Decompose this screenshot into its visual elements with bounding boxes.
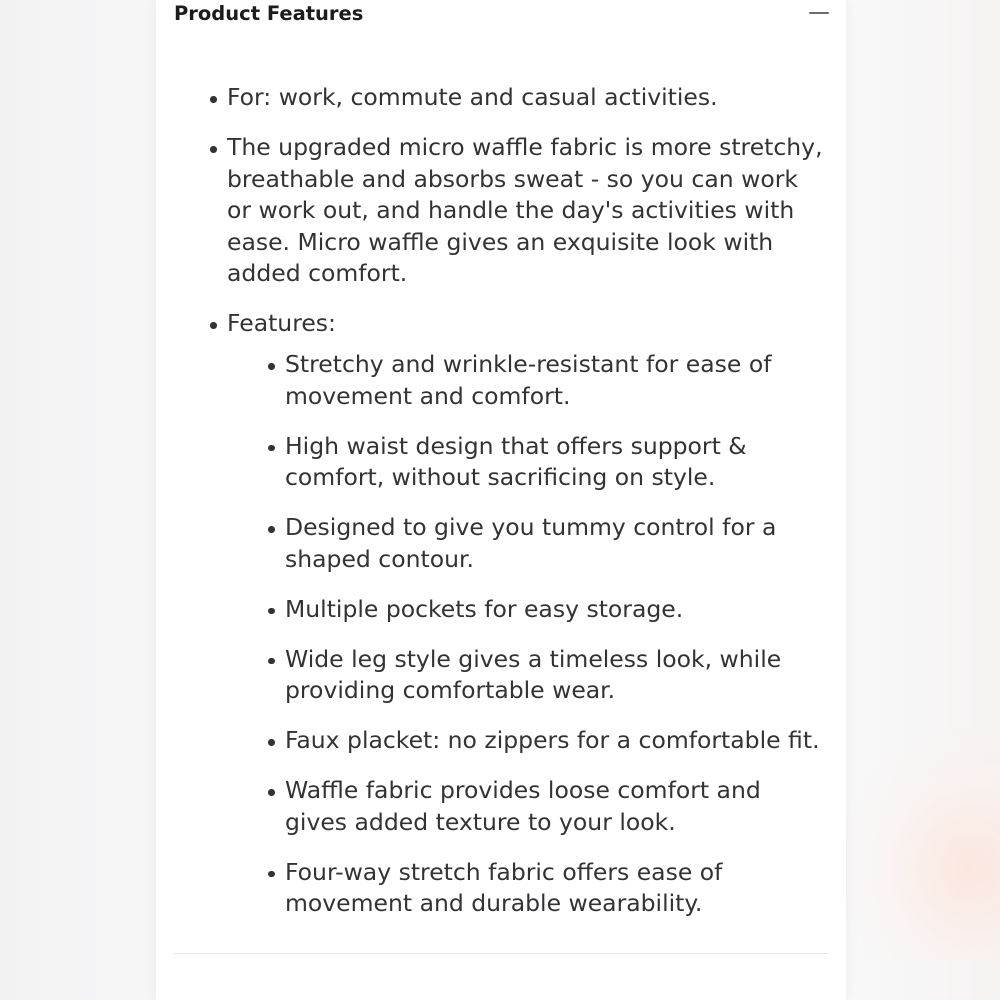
sub-feature-item: Wide leg style gives a timeless look, while providing comfortable wear.	[264, 644, 826, 707]
feature-item: For: work, commute and casual activities.	[206, 82, 826, 114]
sub-feature-item: Designed to give you tummy control for a shaped contour.	[264, 512, 826, 575]
minus-icon[interactable]	[808, 2, 830, 24]
product-details-panel	[156, 0, 846, 1000]
sub-feature-item: High waist design that offers support & comfort, without sacrificing on style.	[264, 431, 826, 494]
section-title: Product Features	[174, 1, 364, 25]
background-glow	[840, 730, 1000, 960]
sub-feature-list	[264, 349, 826, 920]
sub-feature-item: Stretchy and wrinkle-resistant for ease of movement and comfort.	[264, 349, 826, 412]
sub-feature-item: Four-way stretch fabric offers ease of movement and durable wearability.	[264, 857, 826, 920]
feature-item: Features: Stretchy and wrinkle-resistant for ease of movement and comfort. High waist design that offers support & comfort, without sacrificing on style. Designed to give you tummy control for a shaped contour. Multiple pockets for easy storage. Wide leg style gives a timeless look, while providing comfortable wear. Faux placket: no zippers for a comfortable fit. Waffle fabric provides loose comfort and gives added texture to your look. Four-way stretch fabric offers ease of movement and durable wearability.	[206, 308, 826, 920]
feature-item: The upgraded micro waffle fabric is more stretchy, breathable and absorbs sweat - so you can work or work out, and handle the day's activities with ease. Micro waffle gives an exquisite look with added comfort.	[206, 132, 826, 290]
feature-list	[206, 82, 826, 920]
sub-feature-item: Faux placket: no zippers for a comfortable fit.	[264, 725, 826, 757]
section-divider	[174, 953, 828, 954]
product-features-header[interactable]	[174, 0, 828, 30]
sub-feature-item: Multiple pockets for easy storage.	[264, 594, 826, 626]
sub-feature-item: Waffle fabric provides loose comfort and gives added texture to your look.	[264, 775, 826, 838]
product-features-content	[206, 82, 826, 938]
